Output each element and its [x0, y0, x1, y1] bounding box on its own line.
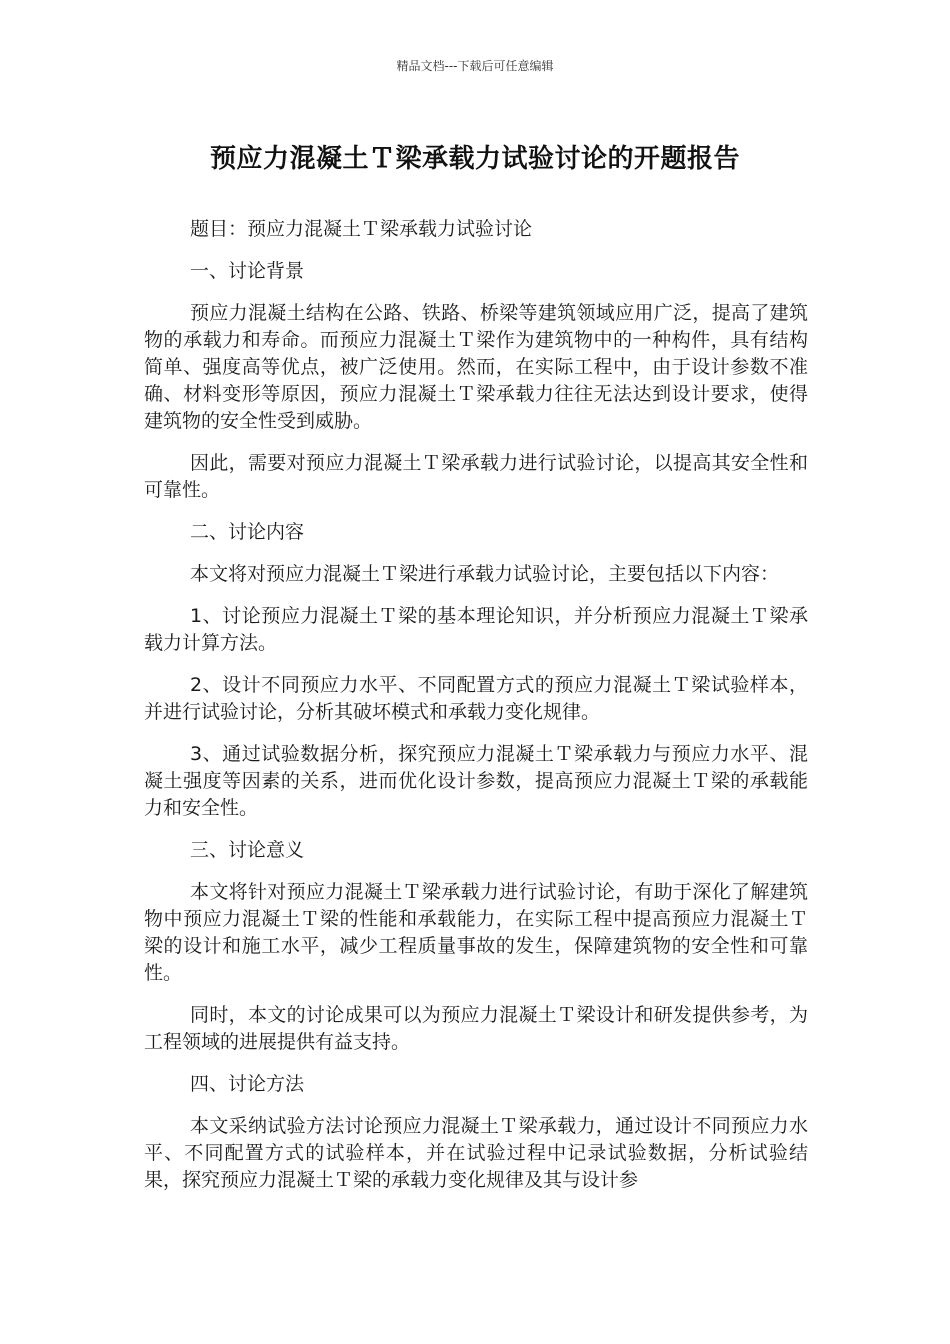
- section-heading-method: 四、讨论方法: [190, 1073, 305, 1095]
- section-heading-background: 一、讨论背景: [190, 260, 305, 282]
- list-item: 3、通过试验数据分析，探究预应力混凝土Ｔ梁承载力与预应力水平、混凝土强度等因素的关系，进而优化设计参数，提高预应力混凝土Ｔ梁的承载能力和安全性。: [144, 743, 808, 819]
- document-title: 预应力混凝土Ｔ梁承载力试验讨论的开题报告: [209, 144, 740, 174]
- paragraph: 本文采纳试验方法讨论预应力混凝土Ｔ梁承载力，通过设计不同预应力水平、不同配置方式的试验样本，并在试验过程中记录试验数据，分析试验结果，探究预应力混凝土Ｔ梁的承载力变化规律及其与设计参: [144, 1115, 808, 1191]
- header-note: 精品文档---下载后可任意编辑: [396, 59, 554, 73]
- paragraph: 因此，需要对预应力混凝土Ｔ梁承载力进行试验讨论，以提高其安全性和可靠性。: [144, 452, 808, 501]
- topic-line: 题目：预应力混凝土Ｔ梁承载力试验讨论: [190, 218, 533, 240]
- list-item: 2、设计不同预应力水平、不同配置方式的预应力混凝土Ｔ梁试验样本，并进行试验讨论，分析其破坏模式和承载力变化规律。: [144, 674, 808, 723]
- document-body: [144, 216, 808, 1209]
- paragraph: 本文将针对预应力混凝土Ｔ梁承载力进行试验讨论，有助于深化了解建筑物中预应力混凝土Ｔ梁的性能和承载能力，在实际工程中提高预应力混凝土Ｔ梁的设计和施工水平，减少工程质量事故的发生，保障建筑物的安全性和可靠性。: [144, 881, 808, 984]
- list-item: 1、讨论预应力混凝土Ｔ梁的基本理论知识，并分析预应力混凝土Ｔ梁承载力计算方法。: [144, 605, 808, 654]
- paragraph: 同时，本文的讨论成果可以为预应力混凝土Ｔ梁设计和研发提供参考，为工程领域的进展提供有益支持。: [144, 1004, 808, 1053]
- paragraph: 本文将对预应力混凝土Ｔ梁进行承载力试验讨论，主要包括以下内容：: [190, 563, 780, 585]
- section-heading-content: 二、讨论内容: [190, 521, 305, 543]
- paragraph: 预应力混凝土结构在公路、铁路、桥梁等建筑领域应用广泛，提高了建筑物的承载力和寿命。而预应力混凝土Ｔ梁作为建筑物中的一种构件，具有结构简单、强度高等优点，被广泛使用。然而，在实际工程中，由于设计参数不准确、材料变形等原因，预应力混凝土Ｔ梁承载力往往无法达到设计要求，使得建筑物的安全性受到威胁。: [144, 302, 808, 432]
- section-heading-significance: 三、讨论意义: [190, 839, 305, 861]
